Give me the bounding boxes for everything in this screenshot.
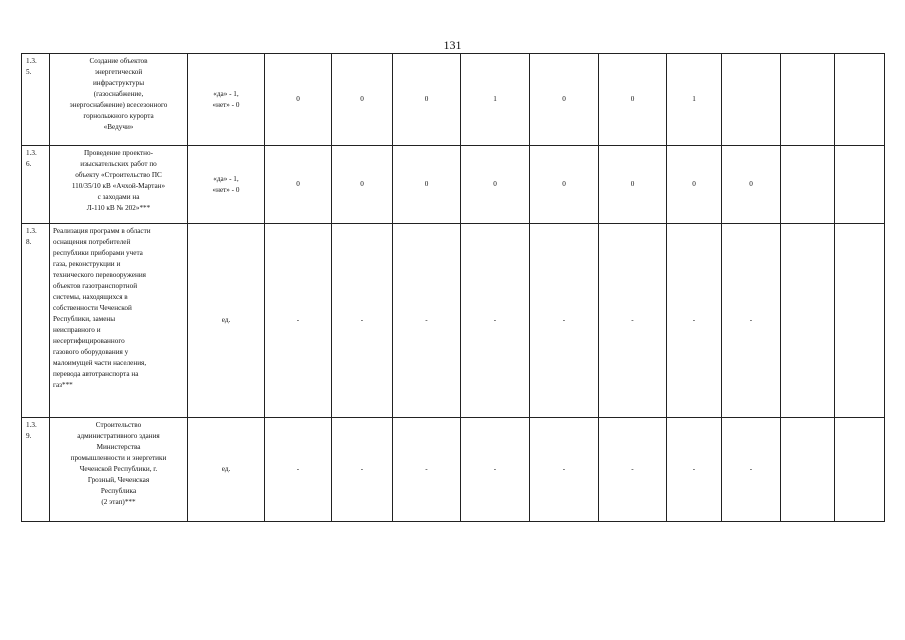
value-cell: - bbox=[667, 224, 722, 418]
value-cell: - bbox=[599, 418, 667, 522]
value-cell: - bbox=[722, 224, 781, 418]
table-row bbox=[22, 418, 885, 522]
unit-cell: ед. bbox=[188, 224, 265, 418]
value-cell: - bbox=[461, 224, 530, 418]
value-cell bbox=[781, 418, 835, 522]
value-cell: 0 bbox=[530, 54, 599, 146]
value-cell: 0 bbox=[332, 146, 393, 224]
row-name-cell: Реализация программ в области оснащения потребителей республики приборами учета газа, реконструкции и технического перевооружения объектов газотранспортной системы, находящихся в собственности Чеченской Республики, замены неисправного и несертифицированного газового оборудования у малоимущей части населения, перевода автотранспорта на газ*** bbox=[50, 224, 188, 418]
row-number-cell: 1.3. 6. bbox=[22, 146, 50, 224]
value-cell bbox=[835, 54, 885, 146]
value-cell: - bbox=[530, 418, 599, 522]
value-cell: - bbox=[265, 224, 332, 418]
unit-cell: «да» - 1, «нет» - 0 bbox=[188, 146, 265, 224]
row-number-cell: 1.3. 8. bbox=[22, 224, 50, 418]
value-cell: - bbox=[461, 418, 530, 522]
value-cell: - bbox=[722, 418, 781, 522]
value-cell: 0 bbox=[393, 146, 461, 224]
value-cell: 0 bbox=[332, 54, 393, 146]
value-cell: - bbox=[599, 224, 667, 418]
value-cell: 1 bbox=[667, 54, 722, 146]
table-row bbox=[22, 146, 885, 224]
value-cell: - bbox=[393, 418, 461, 522]
value-cell: - bbox=[265, 418, 332, 522]
value-cell: 1 bbox=[461, 54, 530, 146]
indicators-table bbox=[21, 53, 885, 522]
value-cell bbox=[781, 146, 835, 224]
unit-cell: «да» - 1, «нет» - 0 bbox=[188, 54, 265, 146]
row-name-cell: Создание объектов энергетической инфраструктуры (газоснабжение, энергоснабжение) всесезонного горнолыжного курорта «Ведучи» bbox=[50, 54, 188, 146]
value-cell: 0 bbox=[599, 146, 667, 224]
value-cell bbox=[722, 54, 781, 146]
row-name-cell: Проведение проектно- изыскательских работ по объекту «Строительство ПС 110/35/10 кВ «Ачхой-Мартан» с заходами на Л-110 кВ № 202»*** bbox=[50, 146, 188, 224]
page-number: 131 bbox=[443, 38, 462, 52]
table-row bbox=[22, 224, 885, 418]
row-number-cell: 1.3. 5. bbox=[22, 54, 50, 146]
value-cell: 0 bbox=[722, 146, 781, 224]
value-cell: 0 bbox=[265, 146, 332, 224]
value-cell: 0 bbox=[393, 54, 461, 146]
value-cell: - bbox=[393, 224, 461, 418]
value-cell: 0 bbox=[461, 146, 530, 224]
value-cell: - bbox=[667, 418, 722, 522]
row-name-cell: Строительство административного здания Министерства промышленности и энергетики Чеченской Республики, г. Грозный, Чеченская Республика (2 этап)*** bbox=[50, 418, 188, 522]
value-cell: - bbox=[332, 224, 393, 418]
value-cell: 0 bbox=[667, 146, 722, 224]
value-cell bbox=[835, 224, 885, 418]
value-cell: - bbox=[530, 224, 599, 418]
value-cell: 0 bbox=[599, 54, 667, 146]
row-number-cell: 1.3. 9. bbox=[22, 418, 50, 522]
value-cell bbox=[835, 418, 885, 522]
value-cell: - bbox=[332, 418, 393, 522]
value-cell bbox=[835, 146, 885, 224]
value-cell: 0 bbox=[265, 54, 332, 146]
table-row bbox=[22, 54, 885, 146]
value-cell bbox=[781, 54, 835, 146]
unit-cell: ед. bbox=[188, 418, 265, 522]
value-cell: 0 bbox=[530, 146, 599, 224]
value-cell bbox=[781, 224, 835, 418]
